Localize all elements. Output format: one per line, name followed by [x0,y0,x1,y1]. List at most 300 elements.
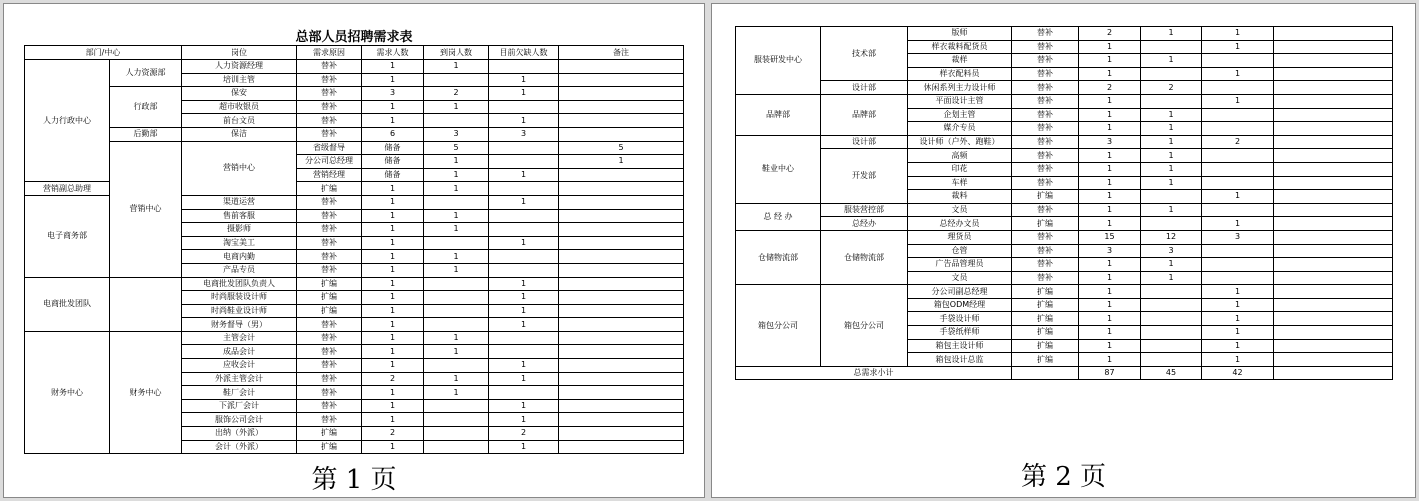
position-cell: 样衣配料员 [908,67,1012,81]
remark-cell [1274,122,1393,136]
reason-cell: 替补 [1012,230,1079,244]
reason-cell: 替补 [297,100,362,114]
arrived-count-cell [489,155,559,169]
arrived-count-cell [424,277,489,291]
reason-cell: 扩编 [297,440,362,454]
need-count-cell: 6 [362,127,424,141]
position-cell: 前台文员 [182,114,297,128]
remark-cell [559,386,684,400]
arrived-count-cell: 2 [1141,81,1202,95]
arrived-count-cell: 1 [1141,176,1202,190]
total-need-cell: 87 [1079,366,1141,380]
total-lacking-cell: 42 [1202,366,1274,380]
table-body-page-1 [25,60,684,454]
lacking-count-cell [489,345,559,359]
need-count-cell: 1 [362,182,424,196]
need-count-cell: 1 [362,359,424,373]
reason-cell: 替补 [297,195,362,209]
remark-cell [1274,244,1393,258]
remark-cell [1274,108,1393,122]
reason-cell: 替补 [297,223,362,237]
total-remark-cell [1274,366,1393,380]
reason-cell: 扩编 [297,304,362,318]
table-row [736,149,1393,163]
position-cell: 理货员 [908,230,1012,244]
position-cell: 箱包ODM经理 [908,298,1012,312]
lacking-count-cell [1202,176,1274,190]
arrived-count-cell [1141,326,1202,340]
arrived-count-cell: 1 [424,60,489,74]
reason-cell: 替补 [1012,94,1079,108]
table-row [25,331,684,345]
arrived-count-cell [489,141,559,155]
table-body-page-2 [736,27,1393,380]
need-count-cell: 1 [1079,54,1141,68]
lacking-count-cell: 1 [489,304,559,318]
table-row [736,230,1393,244]
position-cell: 电商批发团队负责人 [182,277,297,291]
page-number: 第 1 页 [311,465,397,495]
remark-cell [559,304,684,318]
reason-cell: 储备 [362,168,424,182]
arrived-count-cell [1141,40,1202,54]
arrived-count-cell [424,318,489,332]
remark-cell [1274,217,1393,231]
need-count-cell: 1 [362,263,424,277]
remark-cell [559,182,684,196]
position-cell: 培训主管 [182,73,297,87]
remark-cell [559,399,684,413]
reason-cell: 扩编 [1012,353,1079,367]
position-cell: 高频 [908,149,1012,163]
reason-cell: 扩编 [297,182,362,196]
remark-cell [1274,67,1393,81]
center-cell: 仓储物流部 [736,230,821,284]
need-count-cell: 1 [362,100,424,114]
need-count-cell: 1 [1079,108,1141,122]
table-row [25,60,684,74]
reason-cell: 扩编 [297,291,362,305]
position-cell: 箱包主设计师 [908,339,1012,353]
reason-cell: 替补 [297,386,362,400]
lacking-count-cell: 1 [489,73,559,87]
remark-cell [1274,27,1393,41]
table-row [736,217,1393,231]
remark-cell [1274,40,1393,54]
center-cell: 服装研发中心 [736,27,821,95]
lacking-count-cell: 2 [489,427,559,441]
need-count-cell: 2 [1079,27,1141,41]
remark-cell [559,209,684,223]
department-cell: 设计部 [821,135,908,149]
arrived-count-cell [424,291,489,305]
lacking-count-cell [489,209,559,223]
department-cell: 技术部 [821,27,908,81]
table-row [736,203,1393,217]
reason-cell: 扩编 [297,427,362,441]
lacking-count-cell: 1 [1202,217,1274,231]
arrived-count-cell [424,440,489,454]
need-count-cell: 1 [1079,271,1141,285]
position-cell: 手袋纸样师 [908,326,1012,340]
remark-cell [1274,176,1393,190]
lacking-count-cell: 1 [1202,312,1274,326]
lacking-count-cell: 3 [489,127,559,141]
reason-cell: 替补 [297,60,362,74]
lacking-count-cell: 1 [1202,40,1274,54]
position-cell: 保洁 [182,127,297,141]
need-count-cell: 1 [362,250,424,264]
remark-cell [1274,135,1393,149]
table-row [736,94,1393,108]
reason-cell: 替补 [1012,271,1079,285]
position-cell: 财务督导（男） [182,318,297,332]
remark-cell [1274,258,1393,272]
reason-cell: 替补 [1012,203,1079,217]
remark-cell [559,236,684,250]
position-cell: 营销经理 [297,168,362,182]
reason-cell: 替补 [297,318,362,332]
need-count-cell: 1 [362,399,424,413]
lacking-count-cell: 1 [489,87,559,101]
lacking-count-cell [1202,203,1274,217]
lacking-count-cell [1202,162,1274,176]
reason-cell: 替补 [297,236,362,250]
position-cell: 裁料 [908,190,1012,204]
position-cell: 平面设计主管 [908,94,1012,108]
need-count-cell: 1 [362,114,424,128]
need-count-cell: 2 [1079,81,1141,95]
lacking-count-cell: 3 [1202,230,1274,244]
header-dept: 部门/中心 [25,46,182,60]
department-cell: 品牌部 [821,94,908,135]
arrived-count-cell [424,236,489,250]
need-count-cell: 1 [1079,149,1141,163]
position-cell: 总经办文员 [908,217,1012,231]
table-title: 总部人员招聘需求表 [295,30,413,45]
need-count-cell: 3 [1079,244,1141,258]
arrived-count-cell: 1 [1141,108,1202,122]
lacking-count-cell: 1 [489,277,559,291]
table-row [736,27,1393,41]
department-cell: 服装营控部 [821,203,908,217]
need-count-cell: 1 [362,60,424,74]
reason-cell: 替补 [1012,258,1079,272]
department-cell: 财务中心 [110,331,182,453]
arrived-count-cell: 1 [424,100,489,114]
remark-cell [1274,326,1393,340]
lacking-count-cell: 1 [489,372,559,386]
remark-cell [559,127,684,141]
need-count-cell: 1 [362,209,424,223]
need-count-cell: 1 [1079,339,1141,353]
remark-cell [559,277,684,291]
center-cell: 箱包分公司 [736,285,821,367]
need-count-cell: 1 [362,73,424,87]
reason-cell: 替补 [297,263,362,277]
arrived-count-cell: 1 [1141,258,1202,272]
need-count-cell: 1 [362,304,424,318]
arrived-count-cell: 1 [1141,122,1202,136]
reason-cell: 替补 [1012,122,1079,136]
arrived-count-cell: 1 [424,250,489,264]
reason-cell: 扩编 [1012,190,1079,204]
position-cell: 摄影师 [182,223,297,237]
lacking-count-cell: 1 [489,236,559,250]
need-count-cell: 1 [424,155,489,169]
arrived-count-cell [424,114,489,128]
need-count-cell: 1 [424,168,489,182]
remark-cell [1274,162,1393,176]
lacking-count-cell: 1 [489,195,559,209]
lacking-count-cell: 1 [1202,94,1274,108]
lacking-count-cell [1202,149,1274,163]
remark-cell [559,291,684,305]
position-cell: 营销副总助理 [25,182,110,196]
need-count-cell: 1 [1079,312,1141,326]
position-cell: 裁样 [908,54,1012,68]
table-row [25,127,684,141]
reason-cell: 扩编 [1012,312,1079,326]
need-count-cell: 1 [362,291,424,305]
remark-cell [559,73,684,87]
arrived-count-cell: 1 [1141,27,1202,41]
remark-cell [559,250,684,264]
position-cell: 样衣裁料配货员 [908,40,1012,54]
remark-cell [559,195,684,209]
position-cell: 时尚鞋业设计师 [182,304,297,318]
need-count-cell: 1 [362,223,424,237]
need-count-cell: 1 [1079,122,1141,136]
arrived-count-cell [424,413,489,427]
position-cell: 时尚服装设计师 [182,291,297,305]
reason-cell: 替补 [1012,176,1079,190]
need-count-cell: 2 [362,372,424,386]
lacking-count-cell: 1 [1202,326,1274,340]
arrived-count-cell: 1 [1141,149,1202,163]
position-cell: 版师 [908,27,1012,41]
position-cell: 仓管 [908,244,1012,258]
lacking-count-cell: 1 [1202,298,1274,312]
need-count-cell: 1 [362,318,424,332]
lacking-count-cell [559,168,684,182]
need-count-cell: 3 [1079,135,1141,149]
position-cell: 媒介专员 [908,122,1012,136]
position-cell: 超市收银员 [182,100,297,114]
arrived-count-cell [1141,94,1202,108]
remark-cell [1274,271,1393,285]
position-cell: 产品专员 [182,263,297,277]
arrived-count-cell [1141,298,1202,312]
department-cell: 营销中心 [182,141,297,195]
lacking-count-cell: 1 [489,359,559,373]
remark-cell [1274,203,1393,217]
remark-cell [1274,54,1393,68]
lacking-count-cell: 1 [1202,353,1274,367]
lacking-count-cell [1202,271,1274,285]
lacking-count-cell: 1 [489,440,559,454]
position-cell: 售前客服 [182,209,297,223]
reason-cell: 储备 [362,141,424,155]
arrived-count-cell: 1 [424,209,489,223]
table-row [25,141,684,155]
reason-cell: 储备 [362,155,424,169]
spreadsheet-page-1 [3,3,705,498]
header-position: 岗位 [182,46,297,60]
position-cell: 保安 [182,87,297,101]
lacking-count-cell: 5 [559,141,684,155]
need-count-cell: 2 [362,427,424,441]
center-cell: 营销中心 [110,141,182,277]
need-count-cell: 1 [1079,353,1141,367]
need-count-cell: 1 [1079,67,1141,81]
position-cell: 成品会计 [182,345,297,359]
arrived-count-cell: 1 [1141,162,1202,176]
reason-cell: 替补 [1012,108,1079,122]
arrived-count-cell: 1 [424,223,489,237]
arrived-count-cell: 1 [489,168,559,182]
position-cell: 设计师（户外、跑鞋） [908,135,1012,149]
remark-cell [1274,312,1393,326]
reason-cell: 替补 [1012,54,1079,68]
remark-cell [559,263,684,277]
department-cell: 设计部 [821,81,908,95]
page-number: 第 2 页 [1020,462,1107,492]
reason-cell: 替补 [1012,27,1079,41]
need-count-cell: 3 [362,87,424,101]
reason-cell: 扩编 [297,277,362,291]
remark-cell [559,318,684,332]
reason-cell: 替补 [1012,81,1079,95]
center-cell: 财务中心 [25,331,110,453]
need-count-cell: 1 [362,413,424,427]
arrived-count-cell [424,73,489,87]
arrived-count-cell: 1 [424,386,489,400]
need-count-cell: 1 [362,195,424,209]
need-count-cell: 1 [1079,217,1141,231]
header-reason: 需求原因 [297,46,362,60]
position-cell: 箱包设计总监 [908,353,1012,367]
header-need: 需求人数 [362,46,424,60]
need-count-cell: 1 [362,331,424,345]
lacking-count-cell: 2 [1202,135,1274,149]
need-count-cell: 1 [1079,176,1141,190]
need-count-cell: 1 [1079,258,1141,272]
remark-cell [559,223,684,237]
remark-cell [559,331,684,345]
header-remark: 备注 [559,46,684,60]
need-count-cell: 1 [1079,203,1141,217]
arrived-count-cell: 12 [1141,230,1202,244]
remark-cell [559,60,684,74]
arrived-count-cell [424,399,489,413]
need-count-cell: 1 [362,236,424,250]
arrived-count-cell [1141,217,1202,231]
lacking-count-cell [489,223,559,237]
remark-cell [559,87,684,101]
arrived-count-cell [1141,339,1202,353]
department-cell: 人力资源部 [110,60,182,87]
arrived-count-cell [1141,67,1202,81]
position-cell: 文员 [908,271,1012,285]
arrived-count-cell: 1 [424,372,489,386]
reason-cell: 替补 [1012,162,1079,176]
position-cell: 应收会计 [182,359,297,373]
position-cell: 下派厂会计 [182,399,297,413]
department-cell: 电子商务部 [25,195,110,277]
need-count-cell: 15 [1079,230,1141,244]
remark-cell [1274,190,1393,204]
header-arrived: 到岗人数 [424,46,489,60]
lacking-count-cell: 1 [1202,67,1274,81]
table-row [25,277,684,291]
total-row [736,366,1393,380]
position-cell: 渠道运营 [182,195,297,209]
position-cell: 印花 [908,162,1012,176]
remark-cell [1274,353,1393,367]
arrived-count-cell: 1 [1141,203,1202,217]
lacking-count-cell: 1 [489,399,559,413]
lacking-count-cell: 1 [1202,285,1274,299]
remark-cell [559,100,684,114]
department-cell: 总经办 [821,217,908,231]
arrived-count-cell: 1 [1141,135,1202,149]
arrived-count-cell: 1 [1141,271,1202,285]
lacking-count-cell [1202,258,1274,272]
reason-cell: 替补 [1012,135,1079,149]
remark-cell [1274,94,1393,108]
position-cell: 文员 [908,203,1012,217]
position-cell: 鞋厂会计 [182,386,297,400]
arrived-count-cell: 1 [424,263,489,277]
center-cell: 品牌部 [736,94,821,135]
reason-cell: 扩编 [1012,217,1079,231]
department-cell [110,277,182,331]
remark-cell [559,440,684,454]
arrived-count-cell [424,304,489,318]
lacking-count-cell [1202,244,1274,258]
recruitment-table-page-1 [24,45,684,454]
arrived-count-cell: 1 [1141,54,1202,68]
need-count-cell: 5 [424,141,489,155]
lacking-count-cell: 1 [1202,339,1274,353]
lacking-count-cell [489,331,559,345]
position-cell: 分公司总经理 [297,155,362,169]
arrived-count-cell [424,427,489,441]
reason-cell: 替补 [297,372,362,386]
reason-cell: 替补 [297,73,362,87]
arrived-count-cell [1141,312,1202,326]
remark-cell [559,413,684,427]
remark-cell [1274,81,1393,95]
lacking-count-cell: 1 [489,114,559,128]
arrived-count-cell: 3 [1141,244,1202,258]
lacking-count-cell [489,250,559,264]
remark-cell [559,359,684,373]
position-cell: 手袋设计师 [908,312,1012,326]
reason-cell: 扩编 [1012,326,1079,340]
remark-cell [559,372,684,386]
reason-cell: 替补 [297,127,362,141]
department-cell: 行政部 [110,87,182,128]
reason-cell: 扩编 [1012,298,1079,312]
remark-cell [1274,285,1393,299]
remark-cell [559,427,684,441]
lacking-count-cell [1202,54,1274,68]
position-cell: 外派主管会计 [182,372,297,386]
reason-cell: 替补 [1012,244,1079,258]
recruitment-table-page-2 [735,26,1393,380]
